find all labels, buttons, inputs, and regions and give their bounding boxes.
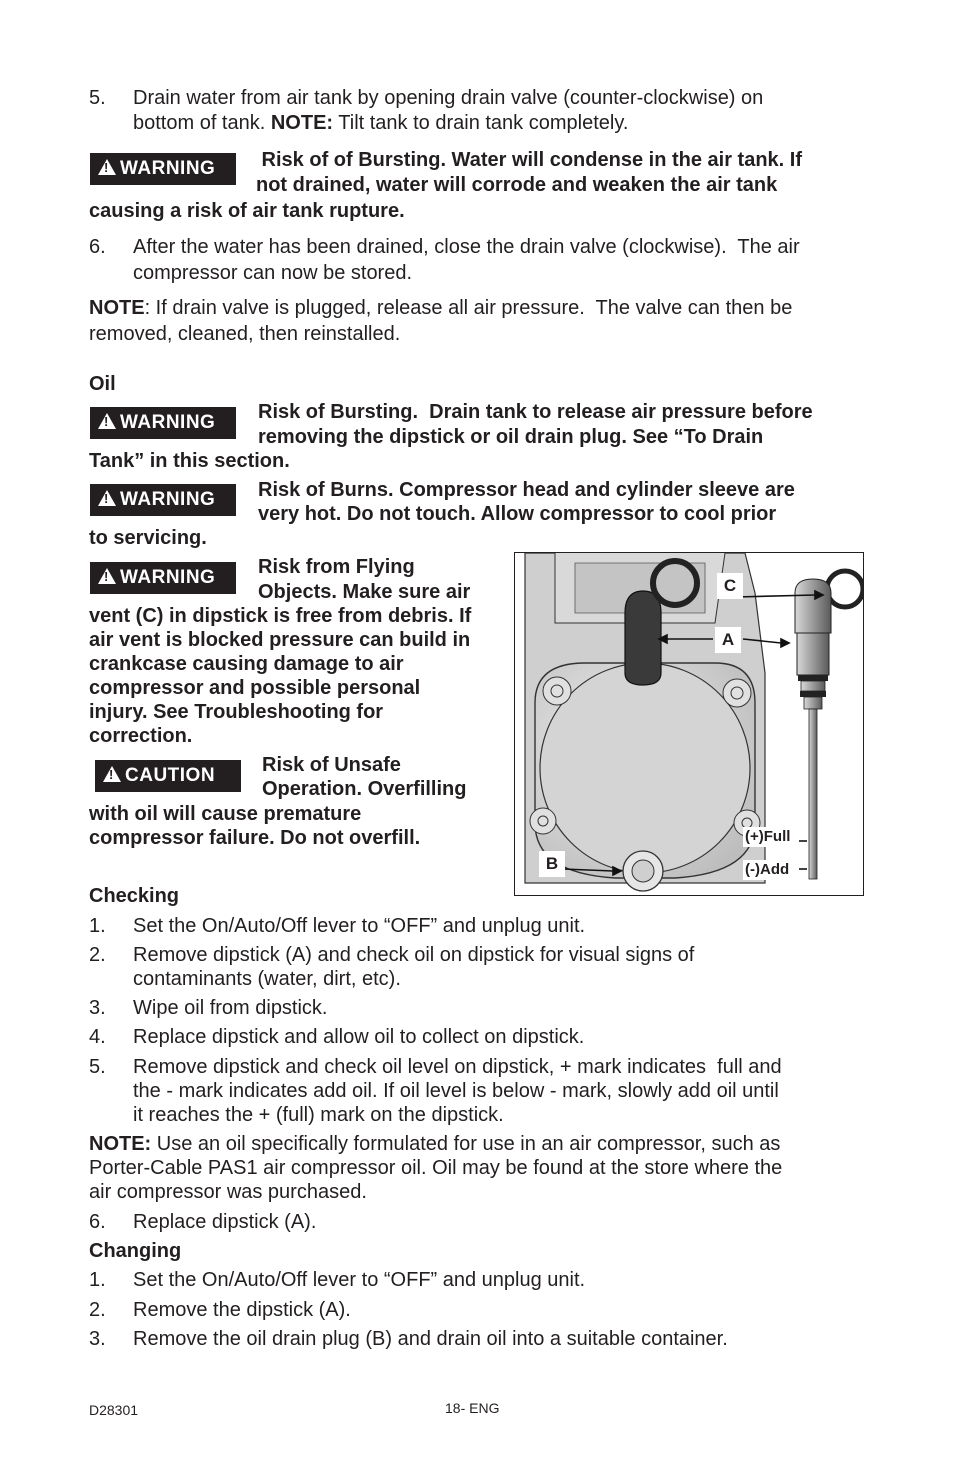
note [89,296,792,320]
step-number: 5. [89,87,106,109]
caution-text: Operation. Overfilling [262,778,467,800]
warning-text: causing a risk of air tank rupture. [89,200,405,222]
step-number: 3. [89,997,106,1019]
note [89,1132,780,1156]
step-text: Drain water from air tank by opening drain valve (counter-clockwise) on [133,87,764,109]
section-heading: Oil [89,373,116,395]
callout-label-b: B [539,851,565,877]
callout-label-a: A [715,627,741,653]
warning-text: not drained, water will corrode and weaken the air tank [256,174,778,196]
step-number: 1. [89,1269,106,1291]
compressor-dipstick-figure [514,552,864,896]
compressor-illustration [515,553,863,895]
footer-model-number: D28301 [89,1402,139,1418]
subsection-heading: Changing [89,1240,182,1262]
warning-badge [90,562,236,594]
warning-badge-label: WARNING [120,158,216,179]
caution-text: compressor failure. Do not overfill. [89,827,421,849]
step-text: Remove the dipstick (A). [133,1299,351,1321]
warning-badge [90,153,236,185]
warning-badge [90,407,236,439]
step-number: 6. [89,1211,106,1233]
step-number: 4. [89,1026,106,1048]
step-number: 2. [89,944,106,966]
step-text: After the water has been drained, close the drain valve (clockwise). The air [133,236,800,258]
step-text: Wipe oil from dipstick. [133,997,328,1019]
warning-text: Risk of Bursting. Drain tank to release air pressure before [258,401,813,423]
step-text: contaminants (water, dirt, etc). [133,968,401,990]
warning-badge [90,484,236,516]
warning-text: to servicing. [89,527,207,549]
step-text: compressor can now be stored. [133,262,413,284]
caution-text: Risk of Unsafe [262,754,401,776]
caution-badge-label: CAUTION [125,765,216,786]
warning-text: Risk from Flying [258,556,415,578]
subsection-heading: Checking [89,885,180,907]
step-text: Set the On/Auto/Off lever to “OFF” and unplug unit. [133,1269,586,1291]
step-text-line2 [133,111,628,135]
note-label: NOTE: [270,112,334,134]
warning-text: vent (C) in dipstick is free from debris. If [89,605,472,627]
warning-badge-label: WARNING [120,489,216,510]
warning-text: Risk of Burns. Compressor head and cylinder sleeve are [258,479,795,501]
step-text: it reaches the + (full) mark on the dipstick. [133,1104,504,1126]
caution-text: with oil will cause premature [89,803,362,825]
warning-text: injury. See Troubleshooting for [89,701,384,723]
warning-text: removing the dipstick or oil drain plug. See “To Drain [258,426,764,448]
warning-text: Tank” in this section. [89,450,290,472]
note-text: air compressor was purchased. [89,1181,367,1203]
warning-triangle-icon [98,490,116,506]
step-number: 2. [89,1299,106,1321]
warning-triangle-icon [98,413,116,429]
step-text: Replace dipstick and allow oil to collect on dipstick. [133,1026,585,1048]
step-text-pre: bottom of tank. [133,112,271,134]
warning-triangle-icon [98,159,116,175]
warning-triangle-icon [103,766,121,782]
step-text: Remove dipstick and check oil level on dipstick, + mark indicates full and [133,1056,782,1078]
note-text: Porter-Cable PAS1 air compressor oil. Oil may be found at the store where the [89,1157,783,1179]
step-text: Set the On/Auto/Off lever to “OFF” and unplug unit. [133,915,586,937]
full-mark-label: (+)Full [745,828,791,845]
warning-text: air vent is blocked pressure can build in [89,629,471,651]
add-mark-label: (-)Add [745,861,790,878]
note-text: Use an oil specifically formulated for use in an air compressor, such as [151,1133,781,1155]
warning-text: Risk of of Bursting. Water will condense in the air tank. If [256,149,802,171]
note-text: removed, cleaned, then reinstalled. [89,323,401,345]
step-text: the - mark indicates add oil. If oil level is below - mark, slowly add oil until [133,1080,779,1102]
note-label: NOTE [89,297,145,319]
step-number: 3. [89,1328,106,1350]
warning-badge-label: WARNING [120,567,216,588]
warning-badge-label: WARNING [120,412,216,433]
warning-triangle-icon [98,568,116,584]
warning-text: correction. [89,725,193,747]
footer-page-number: 18- ENG [445,1400,500,1416]
step-text: Remove dipstick (A) and check oil on dipstick for visual signs of [133,944,695,966]
step-text: Replace dipstick (A). [133,1211,317,1233]
step-number: 5. [89,1056,106,1078]
step-number: 1. [89,915,106,937]
warning-text: compressor and possible personal [89,677,421,699]
caution-badge [95,760,241,792]
warning-text: Objects. Make sure air [258,581,471,603]
step-number: 6. [89,236,106,258]
step-text-post: Tilt tank to drain tank completely. [333,112,629,134]
warning-text: crankcase causing damage to air [89,653,404,675]
step-text: Remove the oil drain plug (B) and drain oil into a suitable container. [133,1328,728,1350]
warning-text: very hot. Do not touch. Allow compressor to cool prior [258,503,777,525]
note-text: : If drain valve is plugged, release all air pressure. The valve can then be [144,297,793,319]
callout-label-c: C [717,573,743,599]
note-label: NOTE: [89,1133,152,1155]
